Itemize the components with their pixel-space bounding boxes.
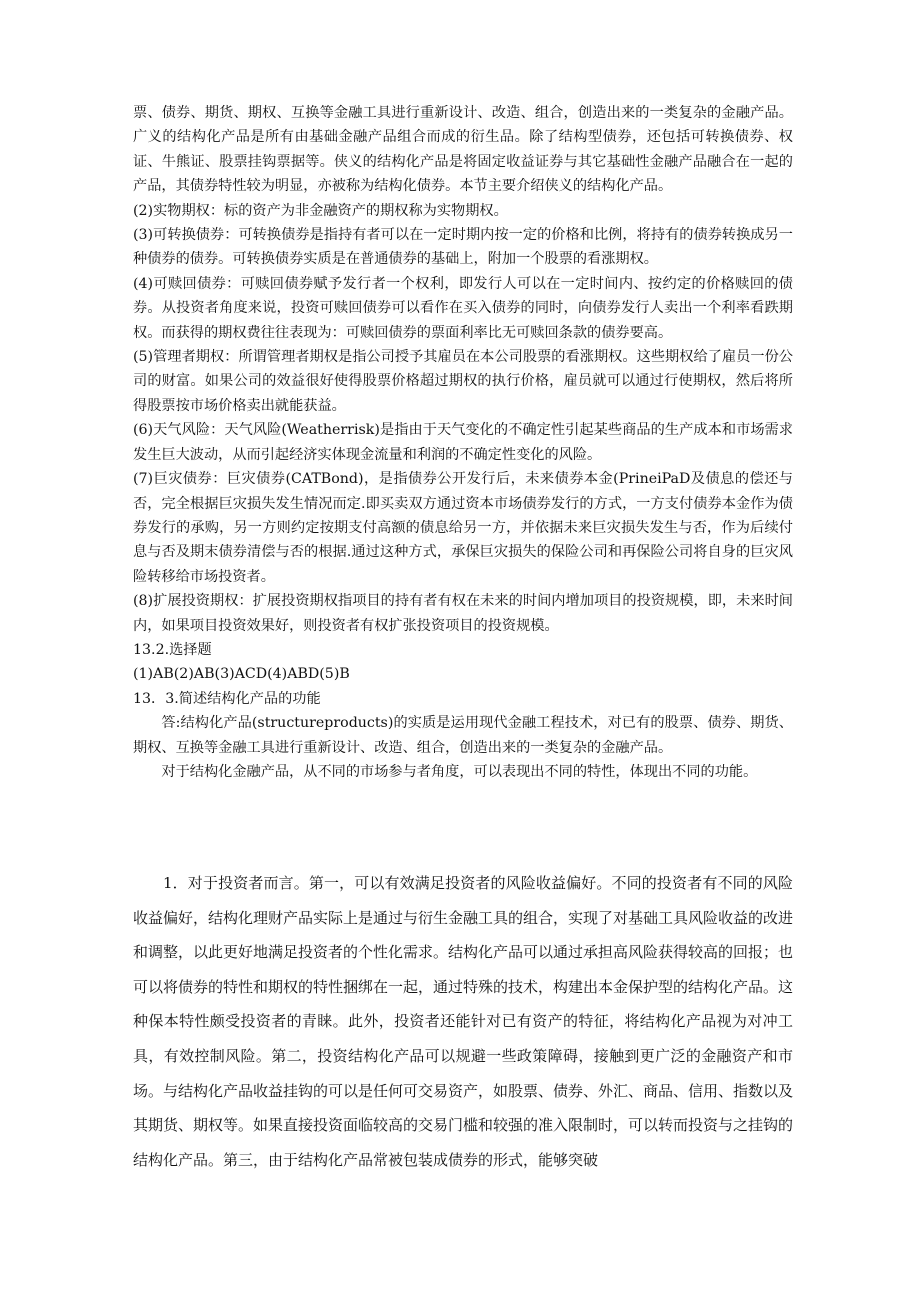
section-heading: 13.2.选择题	[133, 641, 212, 658]
paragraph: 答:结构化产品(structureproducts)的实质是运用现代金融工程技术，对已有的股票、债券、期货、期权、互换等金融工具进行重新设计、改造、组合，创造出来的一类复杂的金融产品。	[133, 715, 793, 756]
paragraph: (5)管理者期权：所谓管理者期权是指公司授予其雇员在本公司股票的看涨期权。这些期权给了雇员一份公司的财富。如果公司的效益很好使得股票价格超过期权的执行价格，雇员就可以通过行使期权，然后将所得股票按市场价格卖出就能获益。	[133, 349, 793, 414]
paragraph: 1．对于投资者而言。第一，可以有效满足投资者的风险收益偏好。不同的投资者有不同的风险收益偏好，结构化理财产品实际上是通过与衍生金融工具的组合，实现了对基础工具风险收益的改进和调整，以此更好地满足投资者的个性化需求。结构化产品可以通过承担高风险获得较高的回报；也可以将债券的特性和期权的特性捆绑在一起，通过特殊的技术，构建出本金保护型的结构化产品。这种保本特性颇受投资者的青睐。此外，投资者还能针对已有资产的特征，将结构化产品视为对冲工具，有效控制风险。第二，投资结构化产品可以规避一些政策障碍，接触到更广泛的金融资产和市场。与结构化产品收益挂钩的可以是任何可交易资产，如股票、债券、外汇、商品、信用、指数以及其期货、期权等。如果直接投资面临较高的交易门槛和较强的准入限制时，可以转而投资与之挂钩的结构化产品。第三，由于结构化产品常被包装成债券的形式，能够突破	[133, 874, 794, 1169]
dense-text-block	[133, 101, 793, 784]
paragraph: (4)可赎回债券：可赎回债券赋予发行者一个权利，即发行人可以在一定时间内、按约定的价格赎回的债券。从投资者角度来说，投资可赎回债券可以看作在买入债券的同时，向债券发行人卖出一个利率看跌期权。而获得的期权费往往表现为：可赎回债券的票面利率比无可赎回条款的债券要高。	[133, 275, 793, 341]
paragraph: 对于结构化金融产品，从不同的市场参与者角度，可以表现出不同的特性，体现出不同的功能。	[161, 763, 758, 780]
paragraph: (2)实物期权：标的资产为非金融资产的期权称为实物期权。	[133, 202, 508, 219]
paragraph: (8)扩展投资期权：扩展投资期权指项目的持有者有权在未来的时间内增加项目的投资规模，即，未来时间内，如果项目投资效果好，则投资者有权扩张投资项目的投资规模。	[133, 593, 793, 634]
loose-text-block	[133, 866, 793, 1177]
paragraph: (7)巨灾债券：巨灾债券(CATBond)，是指债券公开发行后，未来债券本金(PrineiPaD及债息的偿还与否，完全根据巨灾损失发生情况而定.即买卖双方通过资本市场债券发行的方式，一方支付债券本金作为债券发行的承购，另一方则约定按期支付高额的债息给另一方，并依据未来巨灾损失发生与否，作为后续付息与否及期末债券清偿与否的根据.通过这种方式，承保巨灾损失的保险公司和再保险公司将自身的巨灾风险转移给市场投资者。	[133, 471, 793, 585]
paragraph: (3)可转换债券：可转换债券是指持有者可以在一定时期内按一定的价格和比例，将持有的债券转换成另一种债券的债券。可转换债券实质是在普通债券的基础上，附加一个股票的看涨期权。	[133, 227, 793, 268]
paragraph: 票、债券、期货、期权、互换等金融工具进行重新设计、改造、组合，创造出来的一类复杂的金融产品。广义的结构化产品是所有由基础金融产品组合而成的衍生品。除了结构型债券，还包括可转换债券、权证、牛熊证、股票挂钩票据等。侠义的结构化产品是将固定收益证券与其它基础性金融产品融合在一起的产品，其债券特性较为明显，亦被称为结构化债券。本节主要介绍侠义的结构化产品。	[133, 105, 793, 195]
answer-line: (1)AB(2)AB(3)ACD(4)ABD(5)B	[133, 666, 350, 683]
section-heading: 13．3.简述结构化产品的功能	[133, 690, 321, 707]
paragraph: (6)天气风险：天气风险(Weatherrisk)是指由于天气变化的不确定性引起某些商品的生产成本和市场需求发生巨大波动，从而引起经济实体现金流量和利润的不确定性变化的风险。	[133, 422, 793, 463]
